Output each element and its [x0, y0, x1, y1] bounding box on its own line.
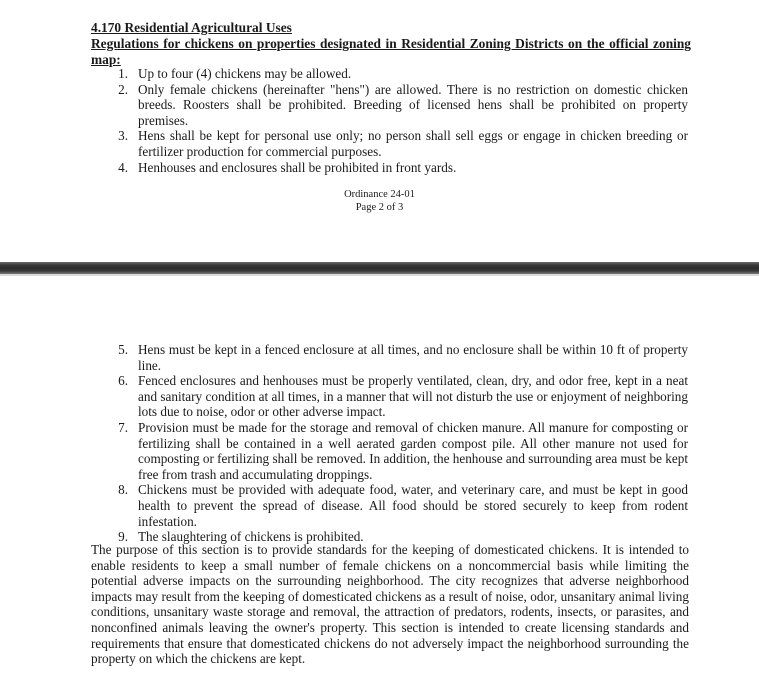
item-text: Hens must be kept in a fenced enclosure at all times, and no enclosure shall be within 10 ft of property line.: [138, 342, 688, 373]
section-subtitle: Regulations for chickens on properties designated in Residential Zoning Districts on the official zoning map:: [91, 36, 691, 67]
regulations-list-bottom: [0, 342, 688, 545]
section-title: 4.170 Residential Agricultural Uses: [91, 20, 292, 35]
list-item: [0, 160, 688, 176]
item-text: Henhouses and enclosures shall be prohibited in front yards.: [138, 159, 457, 175]
list-item: [0, 342, 688, 373]
item-text: Fenced enclosures and henhouses must be properly ventilated, clean, dry, and odor free, kept in a neat and sanitary condition at all times, in a manner that will not disturb the use or enjoyment of neighboring lots due to noise, odor or other adverse impact.: [138, 373, 688, 420]
item-text: Hens shall be kept for personal use only; no person shall sell eggs or engage in chicken breeding or fertilizer production for commercial purposes.: [138, 128, 688, 159]
item-number: 5.: [118, 342, 128, 357]
footer-ordinance: Ordinance 24-01: [344, 189, 415, 200]
list-item: [0, 66, 688, 82]
item-text: The slaughtering of chickens is prohibited.: [138, 529, 364, 545]
item-number: 6.: [118, 373, 128, 389]
page-divider-shadow: [0, 274, 759, 276]
item-text: Provision must be made for the storage and removal of chicken manure. All manure for composting or fertilizing shall be contained in a well aerated garden compost pile. All other manure not used for composting or fertilizing shall be removed. In addition, the henhouse and surrounding area must be kept free from trash and accumulating droppings.: [138, 419, 688, 482]
item-text: Only female chickens (hereinafter "hens") are allowed. There is no restriction on domestic chicken breeds. Roosters shall be prohibited. Breeding of licensed hens shall be prohibited on property premises.: [138, 81, 688, 128]
footer-page-number: Page 2 of 3: [355, 202, 404, 213]
item-number: 2.: [118, 81, 128, 97]
item-text: Chickens must be provided with adequate food, water, and veterinary care, and must be kept in good health to prevent the spread of disease. All food should be stored securely to keep from rodent infestation.: [138, 482, 688, 529]
page-2-bottom: [0, 0, 759, 262]
list-item: [0, 420, 688, 482]
regulations-list-top: [0, 66, 688, 175]
item-number: 4.: [118, 159, 128, 175]
page-divider: [0, 262, 759, 274]
item-number: 7.: [118, 419, 128, 435]
list-item: [0, 82, 688, 129]
item-number: 9.: [118, 529, 128, 545]
item-text: Up to four (4) chickens may be allowed.: [138, 66, 352, 81]
purpose-paragraph: The purpose of this section is to provide standards for the keeping of domesticated chickens. It is intended to enable residents to keep a small number of female chickens on a noncommercial basis while limiting the potential adverse impacts on the surrounding neighborhood. The city recognizes that adverse neighborhood impacts may result from the keeping of domesticated chickens as a result of noise, odor, unsanitary animal living conditions, unsanitary waste storage and removal, the attraction of predators, rodents, insects, or parasites, and nonconfined animals leaving the owner's property. This section is intended to create licensing standards and requirements that ensure that domesticated chickens do not adversely impact the neighborhood surrounding the property on which the chickens are kept.: [91, 542, 689, 667]
item-number: 8.: [118, 482, 128, 498]
list-item: [0, 128, 688, 159]
list-item: [0, 373, 688, 420]
list-item: [0, 482, 688, 529]
item-number: 1.: [118, 66, 128, 81]
item-number: 3.: [118, 128, 128, 144]
